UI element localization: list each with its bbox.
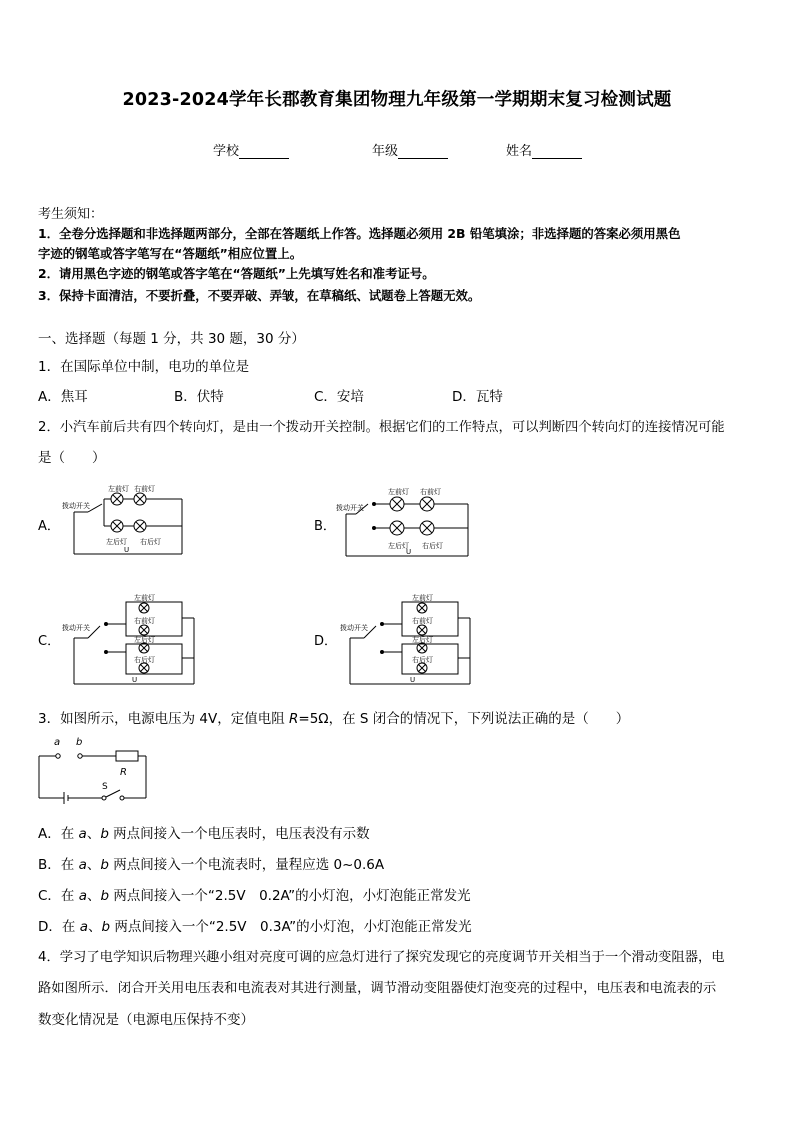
label-left-front: 左前灯 <box>134 594 155 602</box>
grade-field <box>372 140 448 159</box>
q3-stem-prefix: 3．如图所示，电源电压为 4V，定值电阻 <box>38 711 289 727</box>
q3-option-a <box>38 822 370 842</box>
notice-heading: 考生须知： <box>38 207 104 222</box>
q3-option-c-sep: 、 <box>87 888 101 904</box>
notice-item-1-cont: 字迹的钢笔或答字笔写在“答题纸”相应位置上。 <box>38 246 303 261</box>
label-left-front: 左前灯 <box>412 594 433 602</box>
question-4-line3: 数变化情况是（电源电压保持不变） <box>38 1012 254 1028</box>
q1-option-d: D．瓦特 <box>452 389 503 405</box>
q3-option-a-label: A．在 <box>38 826 79 842</box>
q3-option-b-text: 两点间接入一个电流表时，量程应选 0~0.6A <box>108 857 385 873</box>
question-1-stem: 1．在国际单位中制，电功的单位是 <box>38 359 250 375</box>
q3-option-b-label: B．在 <box>38 857 79 873</box>
q3-option-b-point-a: a <box>78 857 87 873</box>
label-right-rear: 右后灯 <box>422 542 443 550</box>
q3-option-c-point-b: b <box>100 888 110 904</box>
label-right-rear: 右后灯 <box>140 538 161 546</box>
name-label: 姓名 <box>506 144 533 159</box>
label-right-front: 右前灯 <box>134 617 155 625</box>
label-switch: 拨动开关 <box>336 504 364 512</box>
label-right-front: 右前灯 <box>412 617 433 625</box>
label-left-rear: 左后灯 <box>412 636 433 644</box>
label-voltage: U <box>410 676 416 684</box>
label-right-rear: 右后灯 <box>412 656 433 664</box>
name-field <box>506 140 582 159</box>
q3-option-c-label: C．在 <box>38 888 79 904</box>
q1-option-b: B．伏特 <box>174 389 224 405</box>
q3-option-b-point-b: b <box>100 857 109 873</box>
school-field <box>213 140 289 159</box>
q2-circuit-b <box>336 482 476 562</box>
q3-option-d-text: 两点间接入一个“2.5V 0.3A”的小灯泡，小灯泡能正常发光 <box>110 919 472 935</box>
q1-option-a: A．焦耳 <box>38 389 88 405</box>
label-right-front: 右前灯 <box>420 488 441 496</box>
school-label: 学校 <box>213 144 240 159</box>
label-switch: 拨动开关 <box>62 624 90 632</box>
q3-option-a-point-b: b <box>100 826 109 842</box>
q3-option-b-sep: 、 <box>86 857 101 873</box>
q3-label-b: b <box>76 737 83 748</box>
q3-option-c-text: 两点间接入一个“2.5V 0.2A”的小灯泡，小灯泡能正常发光 <box>109 888 471 904</box>
q3-option-d-sep: 、 <box>87 919 102 935</box>
exam-title: 2023-2024学年长郡教育集团物理九年级第一学期期末复习检测试题 <box>122 90 672 110</box>
q2-circuit-d <box>336 592 476 692</box>
q3-option-d-label: D．在 <box>38 919 80 935</box>
q3-option-d <box>38 915 472 935</box>
label-voltage: U <box>406 548 412 556</box>
q3-label-s: S <box>102 782 108 792</box>
q2-option-d-label: D． <box>314 634 338 649</box>
q2-option-c-label: C． <box>38 634 61 649</box>
q3-option-c-point-a: a <box>78 888 87 904</box>
label-voltage: U <box>124 546 130 554</box>
q3-label-r: R <box>120 767 127 778</box>
section-heading: 一、选择题（每题 1 分，共 30 题，30 分） <box>38 331 305 347</box>
q3-option-b <box>38 853 384 873</box>
grade-label: 年级 <box>372 144 399 159</box>
label-left-rear: 左后灯 <box>106 538 127 546</box>
name-blank <box>532 145 582 159</box>
label-left-front: 左前灯 <box>108 485 129 493</box>
label-switch: 拨动开关 <box>340 624 368 632</box>
question-4-line1: 4．学习了电学知识后物理兴趣小组对亮度可调的应急灯进行了探究发现它的亮度调节开关相当于一个滑动变阻器，电 <box>38 950 725 965</box>
label-left-front: 左前灯 <box>388 488 409 496</box>
notice-item-3: 3．保持卡面清洁，不要折叠，不要弄破、弄皱，在草稿纸、试题卷上答题无效。 <box>38 288 481 303</box>
q3-stem-suffix: =5Ω，在 S 闭合的情况下，下列说法正确的是（ ） <box>298 711 630 727</box>
label-right-front: 右前灯 <box>134 485 155 493</box>
question-2-stem-line2: 是（ ） <box>38 450 106 466</box>
q3-stem-r: R <box>289 711 299 727</box>
question-2-stem-line1: 2．小汽车前后共有四个转向灯，是由一个拨动开关控制。根据它们的工作特点，可以判断四个转向灯的连接情况可能 <box>38 420 725 435</box>
notice-item-2: 2．请用黑色字迹的钢笔或答字笔在“答题纸”上先填写姓名和准考证号。 <box>38 266 435 281</box>
q3-option-a-sep: 、 <box>86 826 101 842</box>
q3-option-c <box>38 884 471 904</box>
q3-option-a-point-a: a <box>78 826 87 842</box>
question-4-line2: 路如图所示．闭合开关用电压表和电流表对其进行测量，调节滑动变阻器使灯泡变亮的过程中，电压表和电流表的示 <box>38 981 717 996</box>
q2-circuit-a <box>60 482 190 562</box>
q2-option-a-label: A． <box>38 519 60 534</box>
q3-circuit <box>36 734 156 804</box>
label-right-rear: 右后灯 <box>134 656 155 664</box>
q2-option-b-label: B． <box>314 519 336 534</box>
school-blank <box>239 145 289 159</box>
q3-option-d-point-a: a <box>79 919 88 935</box>
q3-option-a-text: 两点间接入一个电压表时，电压表没有示数 <box>108 826 370 842</box>
label-switch: 拨动开关 <box>62 502 90 510</box>
q2-circuit-c <box>60 592 200 692</box>
label-voltage: U <box>132 676 138 684</box>
label-left-rear: 左后灯 <box>134 636 155 644</box>
q3-label-a: a <box>54 737 61 748</box>
grade-blank <box>398 145 448 159</box>
q3-option-d-point-b: b <box>101 919 111 935</box>
q1-option-c: C．安培 <box>314 389 364 405</box>
label-left-rear: 左后灯 <box>388 542 409 550</box>
question-3-stem <box>38 707 629 727</box>
notice-item-1: 1．全卷分选择题和非选择题两部分，全部在答题纸上作答。选择题必须用 2B 铅笔填涂；非选择题的答案必须用黑色 <box>38 226 681 241</box>
